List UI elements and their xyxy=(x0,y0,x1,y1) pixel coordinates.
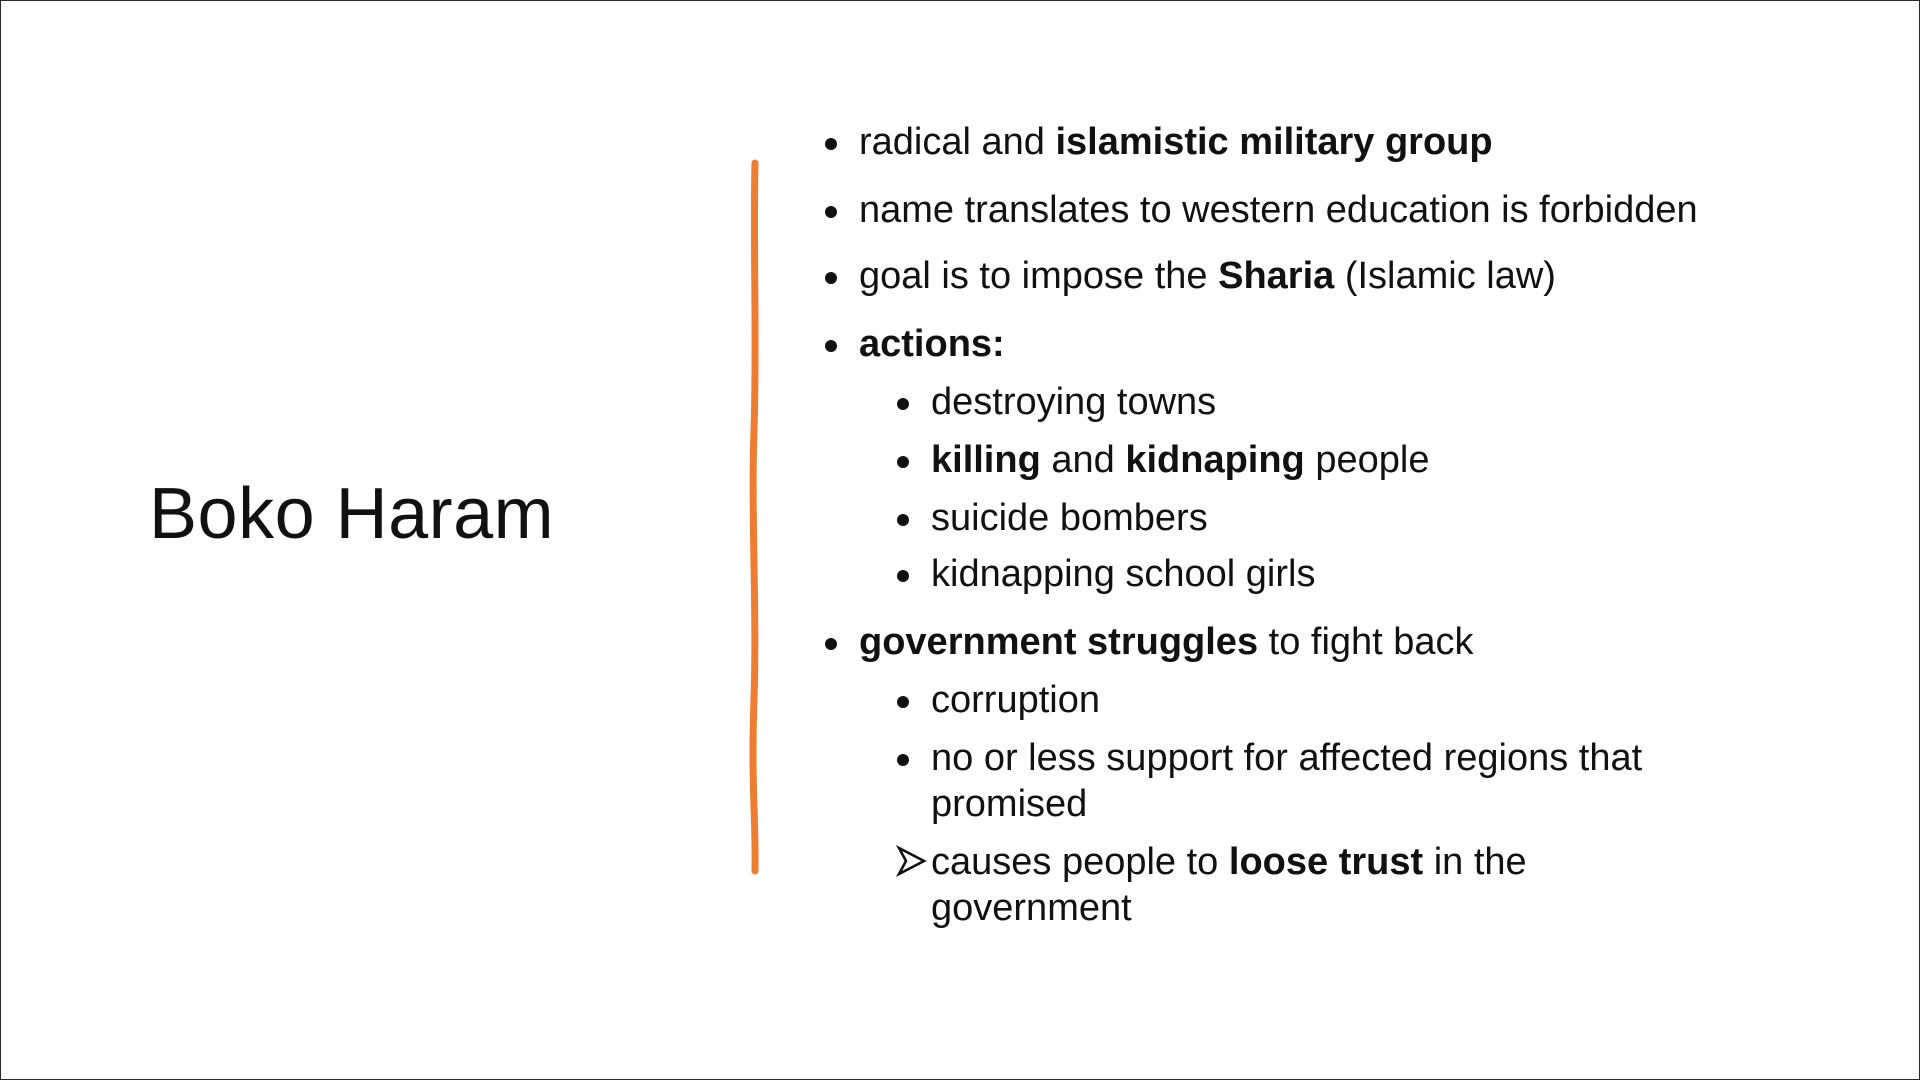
item-text: suicide bombers xyxy=(931,497,1208,539)
item-bold-text: government struggles xyxy=(859,621,1259,663)
bullet-icon xyxy=(897,398,909,410)
item-bold-text: loose trust xyxy=(1228,841,1424,883)
item-text: government xyxy=(931,887,1132,929)
bullet-icon xyxy=(897,696,909,708)
item-text: radical and xyxy=(859,121,1056,163)
bullet-icon xyxy=(897,570,909,582)
item-text: (Islamic law) xyxy=(1334,255,1556,297)
item-text: no or less support for affected regions that xyxy=(931,737,1643,779)
item-bold-text: Sharia xyxy=(1218,255,1335,297)
list-item xyxy=(859,619,1474,665)
item-text: destroying towns xyxy=(931,381,1217,423)
list-item xyxy=(931,495,1208,541)
item-text: corruption xyxy=(931,679,1100,721)
slide-title: Boko Haram xyxy=(149,474,555,554)
item-bold-text: kidnaping xyxy=(1125,439,1305,481)
bullet-icon xyxy=(825,340,837,352)
list-item xyxy=(931,839,1527,931)
bullet-icon xyxy=(825,138,837,150)
item-text: name translates to western education is forbidden xyxy=(859,189,1698,231)
list-item xyxy=(859,119,1493,165)
bullet-list xyxy=(1,1,1919,1079)
item-bold-text: actions: xyxy=(859,323,1005,365)
bullet-icon xyxy=(825,638,837,650)
list-item xyxy=(931,379,1216,425)
bullet-icon xyxy=(897,754,909,766)
item-text: promised xyxy=(931,783,1088,825)
list-item xyxy=(931,551,1315,597)
bullet-icon xyxy=(825,272,837,284)
bullet-icon xyxy=(897,456,909,468)
item-bold-text: islamistic military group xyxy=(1055,121,1493,163)
item-text: and xyxy=(1040,439,1126,481)
bullet-icon xyxy=(825,206,837,218)
list-item xyxy=(931,437,1429,483)
list-item xyxy=(859,253,1556,299)
item-text: people xyxy=(1304,439,1430,481)
item-text: kidnapping school girls xyxy=(931,553,1316,595)
arrow-bullet-icon xyxy=(895,845,927,877)
item-bold-text: killing xyxy=(931,439,1041,481)
item-text: in the xyxy=(1423,841,1527,883)
list-item xyxy=(931,735,1642,827)
bullet-icon xyxy=(897,514,909,526)
item-text: to fight back xyxy=(1258,621,1474,663)
list-item xyxy=(859,187,1698,233)
item-text: goal is to impose the xyxy=(859,255,1219,297)
list-item xyxy=(859,321,1005,367)
item-text: causes people to xyxy=(931,841,1229,883)
list-item xyxy=(931,677,1100,723)
